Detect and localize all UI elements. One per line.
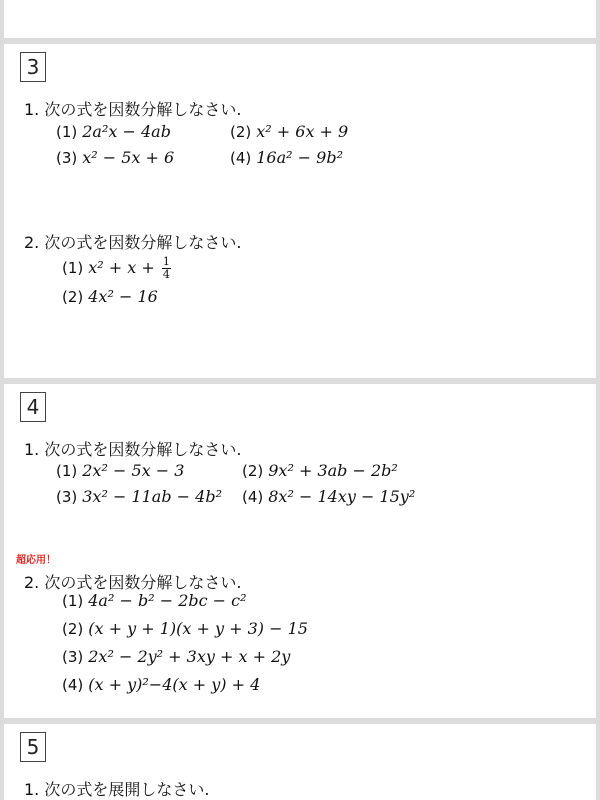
s3-q1-instruction: 1. 次の式を因数分解しなさい. — [24, 100, 242, 119]
s3-q1-item-2: (2) x² + 6x + 9 — [230, 122, 349, 141]
section-number-5: 5 — [20, 732, 46, 762]
s4-q2-instruction: 2. 次の式を因数分解しなさい. — [24, 573, 242, 592]
fraction-one-quarter: $\frac{1}{4}$ — [162, 255, 170, 281]
section-4-card — [4, 384, 596, 718]
s4-q1-item-1: (1) 2x² − 5x − 3 — [56, 461, 185, 480]
s4-q2-item-1: (1) 4a² − b² − 2bc − c² — [62, 591, 247, 610]
section-5-card — [4, 724, 596, 800]
s4-q1-item-4: (4) 8x² − 14xy − 15y² — [242, 487, 416, 506]
advanced-badge: 超応用！ — [16, 555, 56, 566]
section-3-card — [4, 44, 596, 378]
s3-q1-item-4: (4) 16a² − 9b² — [230, 148, 343, 167]
s3-q2-instruction: 2. 次の式を因数分解しなさい. — [24, 233, 242, 252]
s4-q1-item-2: (2) 9x² + 3ab − 2b² — [242, 461, 398, 480]
s4-q1-item-3: (3) 3x² − 11ab − 4b² — [56, 487, 222, 506]
s4-q2-item-4: (4) (x + y)²−4(x + y) + 4 — [62, 675, 261, 694]
section-number-4: 4 — [20, 392, 46, 422]
s4-q2-item-2: (2) (x + y + 1)(x + y + 3) − 15 — [62, 619, 308, 638]
s4-q1-instruction: 1. 次の式を因数分解しなさい. — [24, 440, 242, 459]
s4-q2-item-3: (3) 2x² − 2y² + 3xy + x + 2y — [62, 647, 291, 666]
previous-section-card — [4, 0, 596, 38]
s3-q1-item-1: (1) 2a²x − 4ab — [56, 122, 171, 141]
s3-q2-item-1: (1) x² + x + $\frac{1}{4}$ — [62, 255, 170, 281]
section-number-3: 3 — [20, 52, 46, 82]
s5-q1-instruction: 1. 次の式を展開しなさい. — [24, 780, 210, 799]
s3-q1-item-3: (3) x² − 5x + 6 — [56, 148, 175, 167]
s3-q2-item-2: (2) 4x² − 16 — [62, 287, 158, 306]
